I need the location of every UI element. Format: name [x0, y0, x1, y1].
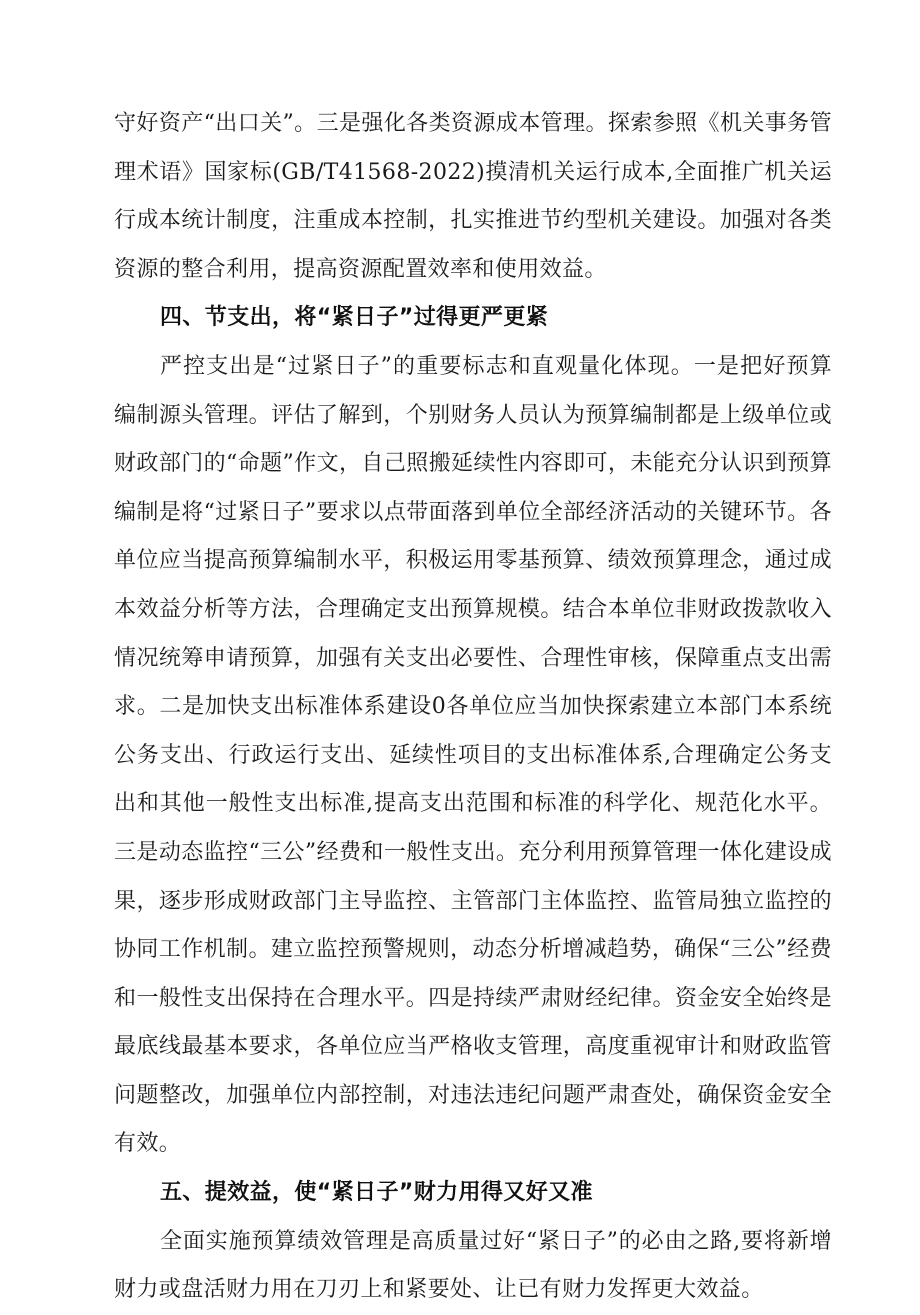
- paragraph-asset-management: 守好资产“出口关”。三是强化各类资源成本管理。探索参照《机关事务管理术语》国家标(GB/T41568-2022)摸清机关运行成本,全面推广机关运行成本统计制度，注重成本控制，扎实推进节约型机关建设。加强对各类资源的整合利用，提高资源配置效率和使用效益。: [114, 111, 832, 282]
- paragraph-performance-management: 全面实施预算绩效管理是高质量过好“紧日子”的必由之路,要将新增财力或盘活财力用在刀刃上和紧要处、让已有财力发挥更大效益。: [114, 1228, 832, 1303]
- document-body: [114, 100, 832, 1315]
- section-heading-4: 四、节支出，将“紧日子”过得更严更紧: [160, 305, 549, 331]
- section-heading-5: 五、提效益，使“紧日子”财力用得又好又准: [160, 1180, 593, 1206]
- paragraph-expenditure-control: 严控支出是“过紧日子”的重要标志和直观量化体现。一是把好预算编制源头管理。评估了解到，个别财务人员认为预算编制都是上级单位或财政部门的“命题”作文，自己照搬延续性内容即可，未能充分认识到预算编制是将“过紧日子”要求以点带面落到单位全部经济活动的关键环节。各单位应当提高预算编制水平，积极运用零基预算、绩效预算理念，通过成本效益分析等方法，合理确定支出预算规模。结合本单位非财政拨款收入情况统筹申请预算，加强有关支出必要性、合理性审核，保障重点支出需求。二是加快支出标准体系建设0各单位应当加快探索建立本部门本系统公务支出、行政运行支出、延续性项目的支出标准体系,合理确定公务支出和其他一般性支出标准,提高支出范围和标准的科学化、规范化水平。三是动态监控“三公”经费和一般性支出。充分利用预算管理一体化建设成果，逐步形成财政部门主导监控、主管部门主体监控、监管局独立监控的协同工作机制。建立监控预警规则，动态分析增减趋势，确保“三公”经费和一般性支出保持在合理水平。四是持续严肃财经纪律。资金安全始终是最底线最基本要求，各单位应当严格收支管理，高度重视审计和财政监管问题整改，加强单位内部控制，对违法违纪问题严肃查处，确保资金安全有效。: [114, 353, 832, 1157]
